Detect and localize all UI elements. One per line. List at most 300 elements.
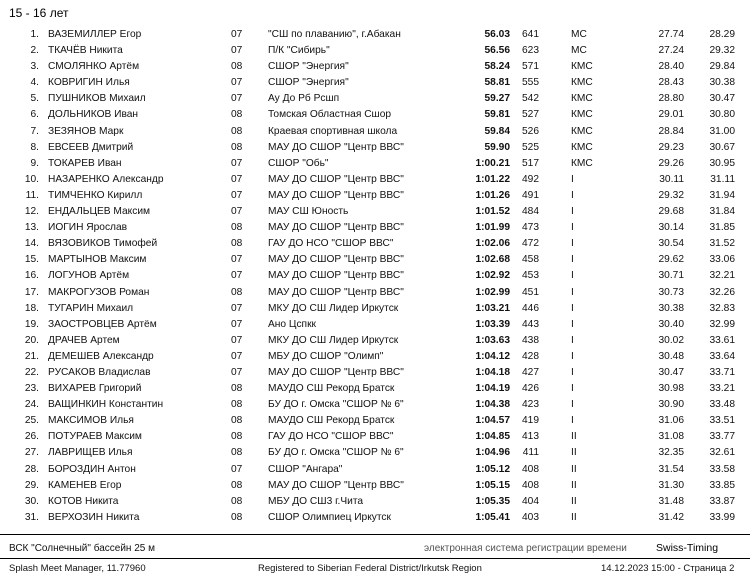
sport-rank: I bbox=[571, 254, 574, 266]
birth-year: 08 bbox=[231, 125, 243, 137]
result-time: 59.84 bbox=[484, 125, 510, 137]
result-time: 1:04.96 bbox=[475, 447, 510, 459]
split-50m: 28.40 bbox=[658, 61, 684, 73]
birth-year: 07 bbox=[231, 350, 243, 362]
result-time: 1:04.38 bbox=[475, 399, 510, 411]
birth-year: 07 bbox=[231, 334, 243, 346]
split-50m: 29.01 bbox=[658, 109, 684, 121]
table-row bbox=[0, 413, 750, 429]
table-row bbox=[0, 220, 750, 236]
split-100m: 31.84 bbox=[709, 206, 735, 218]
birth-year: 08 bbox=[231, 141, 243, 153]
table-row bbox=[0, 285, 750, 301]
split-100m: 33.61 bbox=[709, 334, 735, 346]
place-cell: 15. bbox=[24, 254, 39, 266]
place-cell: 23. bbox=[24, 383, 39, 395]
place-cell: 6. bbox=[30, 109, 39, 121]
club-name: СШОР "Ангара" bbox=[268, 463, 343, 475]
result-time: 1:05.12 bbox=[475, 463, 510, 475]
result-time: 56.03 bbox=[484, 29, 510, 40]
split-50m: 30.38 bbox=[658, 302, 684, 314]
split-50m: 30.73 bbox=[658, 286, 684, 298]
sport-rank: II bbox=[571, 463, 577, 475]
points: 428 bbox=[522, 350, 539, 362]
split-50m: 29.68 bbox=[658, 206, 684, 218]
place-cell: 4. bbox=[30, 77, 39, 89]
table-row bbox=[0, 172, 750, 188]
club-name: МАУ ДО СШОР "Центр ВВС" bbox=[268, 222, 404, 234]
club-name: МАУ СШ Юность bbox=[268, 206, 349, 218]
swimmer-name: СМОЛЯНКО Артём bbox=[48, 61, 140, 73]
split-50m: 28.43 bbox=[658, 77, 684, 89]
split-50m: 30.02 bbox=[658, 334, 684, 346]
swimmer-name: НАЗАРЕНКО Александр bbox=[48, 173, 164, 185]
swimmer-name: МАРТЫНОВ Максим bbox=[48, 254, 147, 266]
split-50m: 27.74 bbox=[658, 29, 684, 40]
table-row bbox=[0, 75, 750, 91]
swimmer-name: ЛАВРИЩЕВ Илья bbox=[48, 447, 133, 459]
split-50m: 31.54 bbox=[658, 463, 684, 475]
swimmer-name: ДЕМЕШЕВ Александр bbox=[48, 350, 154, 362]
sport-rank: КМС bbox=[571, 157, 593, 169]
club-name: МАУ ДО СШОР "Центр ВВС" bbox=[268, 366, 404, 378]
place-cell: 24. bbox=[24, 399, 39, 411]
result-time: 1:04.85 bbox=[475, 431, 510, 443]
points: 458 bbox=[522, 254, 539, 266]
split-100m: 32.61 bbox=[709, 447, 735, 459]
timing-brand: Swiss-Timing bbox=[656, 542, 719, 554]
points: 423 bbox=[522, 399, 539, 411]
points: 525 bbox=[522, 141, 539, 153]
points: 427 bbox=[522, 366, 539, 378]
table-row bbox=[0, 156, 750, 172]
place-cell: 5. bbox=[30, 93, 39, 105]
club-name: МАУ ДО СШОР "Центр ВВС" bbox=[268, 189, 404, 201]
sport-rank: I bbox=[571, 189, 574, 201]
place-cell: 25. bbox=[24, 415, 39, 427]
sport-rank: I bbox=[571, 270, 574, 282]
club-name: СШОР "Энергия" bbox=[268, 77, 349, 89]
split-100m: 33.21 bbox=[709, 383, 735, 395]
result-time: 1:05.41 bbox=[475, 511, 510, 523]
result-time: 1:01.26 bbox=[475, 189, 510, 201]
birth-year: 08 bbox=[231, 447, 243, 459]
club-name: П/К "Сибирь" bbox=[268, 45, 330, 57]
birth-year: 08 bbox=[231, 415, 243, 427]
sport-rank: I bbox=[571, 366, 574, 378]
timing-system-label: электронная система регистрации времени bbox=[424, 543, 627, 554]
swimmer-name: ВАЩИНКИН Константин bbox=[48, 399, 164, 411]
sport-rank: I bbox=[571, 286, 574, 298]
split-100m: 31.52 bbox=[709, 238, 735, 250]
place-cell: 31. bbox=[24, 511, 39, 523]
sport-rank: КМС bbox=[571, 61, 593, 73]
points: 517 bbox=[522, 157, 539, 169]
result-time: 1:02.99 bbox=[475, 286, 510, 298]
birth-year: 07 bbox=[231, 254, 243, 266]
birth-year: 08 bbox=[231, 109, 243, 121]
club-name: ГАУ ДО НСО "СШОР ВВС" bbox=[268, 238, 394, 250]
points: 411 bbox=[522, 447, 539, 459]
points: 408 bbox=[522, 479, 539, 491]
place-cell: 13. bbox=[24, 222, 39, 234]
birth-year: 07 bbox=[231, 302, 243, 314]
table-row bbox=[0, 365, 750, 381]
points: 403 bbox=[522, 511, 539, 523]
swimmer-name: БОРОЗДИН Антон bbox=[48, 463, 136, 475]
club-name: СШОР "Обь" bbox=[268, 157, 329, 169]
split-50m: 31.30 bbox=[658, 479, 684, 491]
sport-rank: II bbox=[571, 447, 577, 459]
place-cell: 12. bbox=[24, 206, 39, 218]
points: 542 bbox=[522, 93, 539, 105]
club-name: ГАУ ДО НСО "СШОР ВВС" bbox=[268, 431, 394, 443]
split-100m: 33.51 bbox=[709, 415, 735, 427]
swimmer-name: ВАЗЕМИЛЛЕР Егор bbox=[48, 29, 142, 40]
split-50m: 29.32 bbox=[658, 189, 684, 201]
table-row bbox=[0, 188, 750, 204]
swimmer-name: ДРАЧЕВ Артем bbox=[48, 334, 120, 346]
table-row bbox=[0, 27, 750, 43]
birth-year: 07 bbox=[231, 29, 243, 40]
birth-year: 07 bbox=[231, 189, 243, 201]
split-50m: 29.62 bbox=[658, 254, 684, 266]
split-100m: 33.77 bbox=[709, 431, 735, 443]
points: 527 bbox=[522, 109, 539, 121]
points: 404 bbox=[522, 495, 539, 507]
birth-year: 08 bbox=[231, 238, 243, 250]
place-cell: 28. bbox=[24, 463, 39, 475]
result-time: 1:03.63 bbox=[475, 334, 510, 346]
split-100m: 30.47 bbox=[709, 93, 735, 105]
points: 426 bbox=[522, 383, 539, 395]
birth-year: 07 bbox=[231, 463, 243, 475]
result-time: 1:04.18 bbox=[475, 366, 510, 378]
swimmer-name: ЕВСЕЕВ Дмитрий bbox=[48, 141, 134, 153]
swimmer-name: ТКАЧЁВ Никита bbox=[48, 45, 123, 57]
swimmer-name: ЗАОСТРОВЦЕВ Артём bbox=[48, 318, 157, 330]
birth-year: 08 bbox=[231, 479, 243, 491]
swimmer-name: КАМЕНЕВ Егор bbox=[48, 479, 122, 491]
swimmer-name: ТИМЧЕНКО Кирилл bbox=[48, 189, 143, 201]
split-100m: 33.71 bbox=[709, 366, 735, 378]
split-100m: 29.32 bbox=[709, 45, 735, 57]
birth-year: 07 bbox=[231, 270, 243, 282]
birth-year: 07 bbox=[231, 206, 243, 218]
split-100m: 33.58 bbox=[709, 463, 735, 475]
split-50m: 30.14 bbox=[658, 222, 684, 234]
club-name: Томская Областная Сшор bbox=[268, 109, 392, 121]
table-row bbox=[0, 381, 750, 397]
split-100m: 32.21 bbox=[709, 270, 735, 282]
split-100m: 33.85 bbox=[709, 479, 735, 491]
place-cell: 26. bbox=[24, 431, 39, 443]
table-row bbox=[0, 204, 750, 220]
split-50m: 30.47 bbox=[658, 366, 684, 378]
birth-year: 07 bbox=[231, 45, 243, 57]
split-50m: 30.90 bbox=[658, 399, 684, 411]
table-row bbox=[0, 43, 750, 59]
date-and-page: 14.12.2023 15:00 - Страница 2 bbox=[601, 563, 735, 574]
table-row bbox=[0, 494, 750, 510]
sport-rank: I bbox=[571, 173, 574, 185]
split-100m: 31.00 bbox=[709, 125, 735, 137]
result-time: 1:02.68 bbox=[475, 254, 510, 266]
split-50m: 29.23 bbox=[658, 141, 684, 153]
split-50m: 30.40 bbox=[658, 318, 684, 330]
place-cell: 16. bbox=[24, 270, 39, 282]
result-time: 1:05.35 bbox=[475, 495, 510, 507]
split-50m: 28.80 bbox=[658, 93, 684, 105]
split-50m: 32.35 bbox=[658, 447, 684, 459]
birth-year: 07 bbox=[231, 77, 243, 89]
result-time: 1:04.57 bbox=[475, 415, 510, 427]
points: 555 bbox=[522, 77, 539, 89]
swimmer-name: ТОКАРЕВ Иван bbox=[48, 157, 122, 169]
result-time: 1:00.21 bbox=[475, 157, 510, 169]
split-100m: 32.26 bbox=[709, 286, 735, 298]
sport-rank: II bbox=[571, 511, 577, 523]
result-time: 1:02.92 bbox=[475, 270, 510, 282]
table-row bbox=[0, 252, 750, 268]
place-cell: 9. bbox=[30, 157, 39, 169]
swimmer-name: ВИХАРЕВ Григорий bbox=[48, 383, 142, 395]
swimmer-name: ТУГАРИН Михаил bbox=[48, 302, 134, 314]
place-cell: 14. bbox=[24, 238, 39, 250]
sport-rank: I bbox=[571, 206, 574, 218]
birth-year: 07 bbox=[231, 93, 243, 105]
sport-rank: КМС bbox=[571, 141, 593, 153]
table-row bbox=[0, 268, 750, 284]
results-table bbox=[0, 27, 750, 526]
table-row bbox=[0, 445, 750, 461]
points: 413 bbox=[522, 431, 539, 443]
place-cell: 18. bbox=[24, 302, 39, 314]
table-row bbox=[0, 478, 750, 494]
swimmer-name: ИОГИН Ярослав bbox=[48, 222, 128, 234]
points: 641 bbox=[522, 29, 539, 40]
club-name: БУ ДО г. Омска "СШОР № 6" bbox=[268, 447, 404, 459]
sport-rank: II bbox=[571, 431, 577, 443]
split-50m: 27.24 bbox=[658, 45, 684, 57]
table-row bbox=[0, 236, 750, 252]
points: 526 bbox=[522, 125, 539, 137]
split-100m: 31.11 bbox=[710, 173, 735, 185]
birth-year: 08 bbox=[231, 431, 243, 443]
split-100m: 33.64 bbox=[709, 350, 735, 362]
sport-rank: I bbox=[571, 302, 574, 314]
swimmer-name: ЗЕЗЯНОВ Марк bbox=[48, 125, 124, 137]
result-time: 1:05.15 bbox=[475, 479, 510, 491]
club-name: СШОР "Энергия" bbox=[268, 61, 349, 73]
table-row bbox=[0, 107, 750, 123]
club-name: МКУ ДО СШ Лидер Иркутск bbox=[268, 334, 399, 346]
club-name: МАУ ДО СШОР "Центр ВВС" bbox=[268, 270, 404, 282]
birth-year: 08 bbox=[231, 383, 243, 395]
place-cell: 2. bbox=[30, 45, 39, 57]
club-name: МАУДО СШ Рекорд Братск bbox=[268, 383, 395, 395]
place-cell: 1. bbox=[30, 29, 39, 40]
result-time: 1:04.12 bbox=[475, 350, 510, 362]
footer-divider-top bbox=[0, 534, 750, 535]
club-name: Краевая спортивная школа bbox=[268, 125, 398, 137]
points: 419 bbox=[522, 415, 539, 427]
result-time: 1:03.21 bbox=[475, 302, 510, 314]
sport-rank: КМС bbox=[571, 93, 593, 105]
result-time: 1:04.19 bbox=[475, 383, 510, 395]
club-name: Ано Цспкк bbox=[268, 318, 316, 330]
place-cell: 19. bbox=[24, 318, 39, 330]
points: 453 bbox=[522, 270, 539, 282]
sport-rank: I bbox=[571, 318, 574, 330]
sport-rank: КМС bbox=[571, 109, 593, 121]
split-100m: 28.29 bbox=[709, 29, 735, 40]
split-50m: 30.71 bbox=[658, 270, 684, 282]
sport-rank: КМС bbox=[571, 77, 593, 89]
place-cell: 8. bbox=[30, 141, 39, 153]
birth-year: 07 bbox=[231, 157, 243, 169]
result-time: 58.24 bbox=[484, 61, 510, 73]
club-name: МАУ ДО СШОР "Центр ВВС" bbox=[268, 173, 404, 185]
swimmer-name: ДОЛЬНИКОВ Иван bbox=[48, 109, 139, 121]
table-row bbox=[0, 91, 750, 107]
points: 443 bbox=[522, 318, 539, 330]
split-100m: 30.80 bbox=[709, 109, 735, 121]
sport-rank: МС bbox=[571, 29, 587, 40]
split-50m: 28.84 bbox=[658, 125, 684, 137]
split-100m: 32.83 bbox=[709, 302, 735, 314]
result-time: 1:01.99 bbox=[475, 222, 510, 234]
split-100m: 33.87 bbox=[709, 495, 735, 507]
table-row bbox=[0, 124, 750, 140]
split-100m: 32.99 bbox=[709, 318, 735, 330]
swimmer-name: ПОТУРАЕВ Максим bbox=[48, 431, 142, 443]
swimmer-name: ВЯЗОВИКОВ Тимофей bbox=[48, 238, 158, 250]
sport-rank: I bbox=[571, 383, 574, 395]
birth-year: 08 bbox=[231, 399, 243, 411]
footer-divider-bottom bbox=[0, 558, 750, 559]
result-time: 58.81 bbox=[484, 77, 510, 89]
place-cell: 7. bbox=[30, 125, 39, 137]
sport-rank: I bbox=[571, 334, 574, 346]
split-50m: 30.54 bbox=[658, 238, 684, 250]
place-cell: 21. bbox=[24, 350, 39, 362]
split-50m: 31.06 bbox=[658, 415, 684, 427]
result-time: 59.81 bbox=[484, 109, 510, 121]
table-row bbox=[0, 317, 750, 333]
points: 473 bbox=[522, 222, 539, 234]
place-cell: 11. bbox=[25, 189, 39, 201]
club-name: МАУ ДО СШОР "Центр ВВС" bbox=[268, 254, 404, 266]
points: 472 bbox=[522, 238, 539, 250]
place-cell: 20. bbox=[24, 334, 39, 346]
place-cell: 10. bbox=[24, 173, 39, 185]
swimmer-name: МАКСИМОВ Илья bbox=[48, 415, 134, 427]
split-100m: 29.84 bbox=[709, 61, 735, 73]
swimmer-name: КОВРИГИН Илья bbox=[48, 77, 130, 89]
place-cell: 30. bbox=[24, 495, 39, 507]
sport-rank: II bbox=[571, 479, 577, 491]
split-50m: 30.48 bbox=[658, 350, 684, 362]
points: 446 bbox=[522, 302, 539, 314]
place-cell: 29. bbox=[24, 479, 39, 491]
birth-year: 07 bbox=[231, 173, 243, 185]
birth-year: 08 bbox=[231, 222, 243, 234]
points: 491 bbox=[522, 189, 539, 201]
place-cell: 27. bbox=[24, 447, 39, 459]
club-name: Ау До Рб Рсшп bbox=[268, 93, 340, 105]
swimmer-name: ПУШНИКОВ Михаил bbox=[48, 93, 146, 105]
swimmer-name: МАКРОГУЗОВ Роман bbox=[48, 286, 150, 298]
split-100m: 30.95 bbox=[709, 157, 735, 169]
birth-year: 08 bbox=[231, 495, 243, 507]
sport-rank: I bbox=[571, 399, 574, 411]
table-row bbox=[0, 349, 750, 365]
swimmer-name: ЕНДАЛЬЦЕВ Максим bbox=[48, 206, 151, 218]
split-100m: 31.94 bbox=[709, 189, 735, 201]
age-group-title: 15 - 16 лет bbox=[9, 6, 69, 20]
birth-year: 08 bbox=[231, 286, 243, 298]
table-row bbox=[0, 333, 750, 349]
points: 492 bbox=[522, 173, 539, 185]
table-row bbox=[0, 397, 750, 413]
sport-rank: I bbox=[571, 415, 574, 427]
result-time: 56.56 bbox=[484, 45, 510, 57]
place-cell: 3. bbox=[30, 61, 39, 73]
place-cell: 17. bbox=[24, 286, 39, 298]
birth-year: 08 bbox=[231, 61, 243, 73]
pool-info: ВСК "Солнечный" бассейн 25 м bbox=[9, 543, 155, 554]
club-name: МАУ ДО СШОР "Центр ВВС" bbox=[268, 286, 404, 298]
points: 623 bbox=[522, 45, 539, 57]
software-version: Splash Meet Manager, 11.77960 bbox=[9, 563, 146, 574]
club-name: МКУ ДО СШ Лидер Иркутск bbox=[268, 302, 399, 314]
table-row bbox=[0, 510, 750, 526]
sport-rank: I bbox=[571, 238, 574, 250]
split-50m: 31.48 bbox=[658, 495, 684, 507]
result-time: 1:03.39 bbox=[475, 318, 510, 330]
result-time: 1:01.22 bbox=[475, 173, 510, 185]
result-time: 1:01.52 bbox=[475, 206, 510, 218]
table-row bbox=[0, 140, 750, 156]
club-name: МБУ ДО СШОР "Олимп" bbox=[268, 350, 384, 362]
split-100m: 33.06 bbox=[709, 254, 735, 266]
points: 438 bbox=[522, 334, 539, 346]
birth-year: 07 bbox=[231, 366, 243, 378]
table-row bbox=[0, 429, 750, 445]
split-100m: 30.38 bbox=[709, 77, 735, 89]
result-time: 59.27 bbox=[484, 93, 510, 105]
split-100m: 30.67 bbox=[709, 141, 735, 153]
result-time: 59.90 bbox=[484, 141, 510, 153]
split-50m: 29.26 bbox=[658, 157, 684, 169]
sport-rank: II bbox=[571, 495, 577, 507]
swimmer-name: РУСАКОВ Владислав bbox=[48, 366, 151, 378]
club-name: БУ ДО г. Омска "СШОР № 6" bbox=[268, 399, 404, 411]
points: 408 bbox=[522, 463, 539, 475]
swimmer-name: ЛОГУНОВ Артём bbox=[48, 270, 130, 282]
place-cell: 22. bbox=[24, 366, 39, 378]
swimmer-name: ВЕРХОЗИН Никита bbox=[48, 511, 140, 523]
split-100m: 31.85 bbox=[709, 222, 735, 234]
split-50m: 30.11 bbox=[659, 173, 684, 185]
club-name: МАУДО СШ Рекорд Братск bbox=[268, 415, 395, 427]
split-100m: 33.99 bbox=[709, 511, 735, 523]
split-50m: 31.08 bbox=[658, 431, 684, 443]
points: 484 bbox=[522, 206, 539, 218]
split-50m: 31.42 bbox=[658, 511, 684, 523]
club-name: "СШ по плаванию", г.Абакан bbox=[268, 29, 401, 40]
